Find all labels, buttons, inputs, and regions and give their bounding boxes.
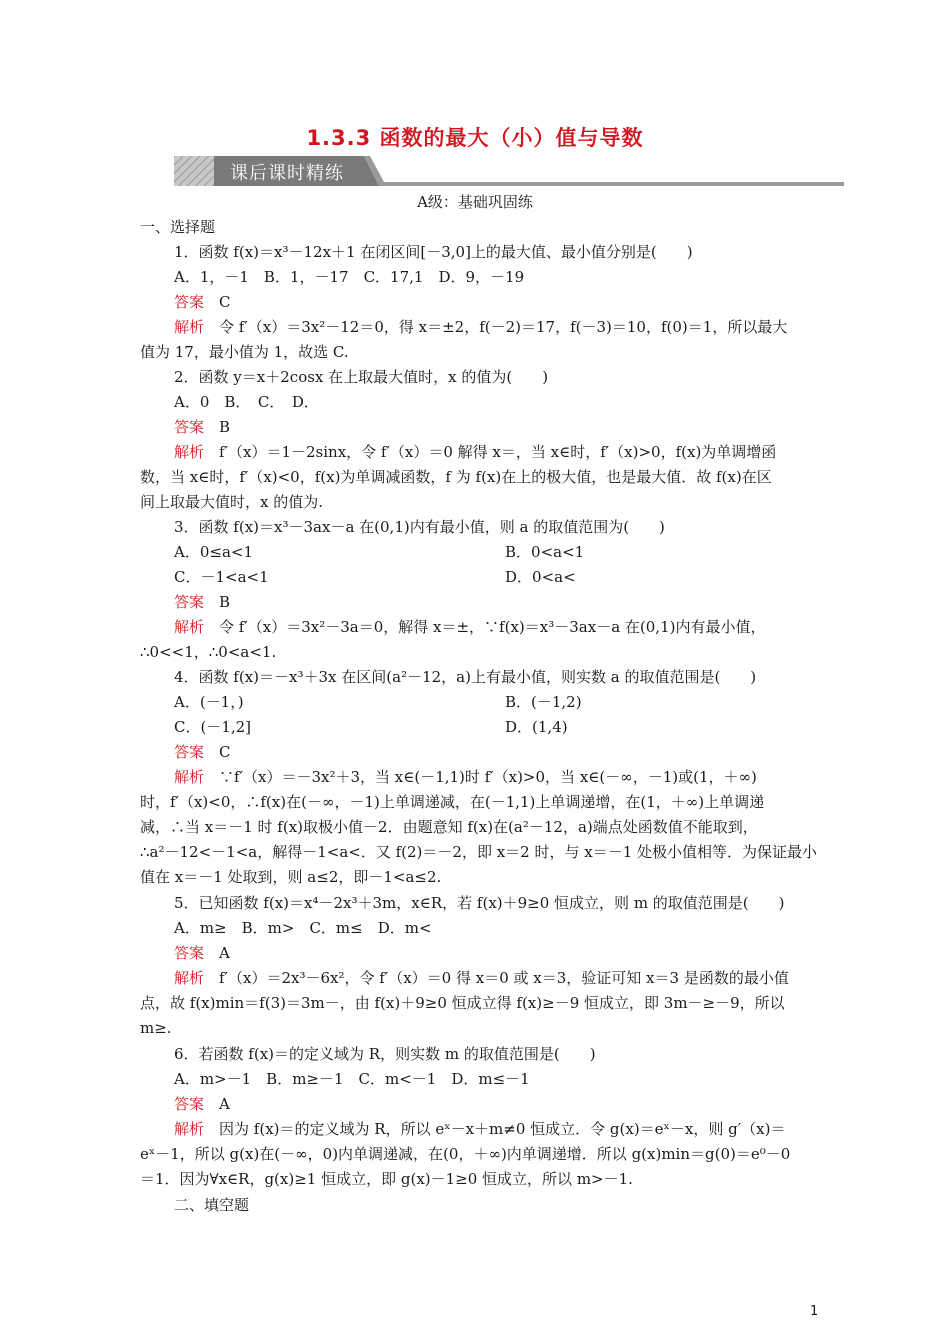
question-3-analysis-line: ∴0<<1，∴0<a<1. xyxy=(140,643,277,661)
question-5-stem: 5．已知函数 f(x)＝x⁴－2x³＋3m，x∈R，若 f(x)＋9≥0 恒成立，则 m 的取值范围是( ) xyxy=(174,894,785,912)
question-6-analysis-line: ＝1．因为∀x∈R，g(x)≥1 恒成立，即 g(x)－1≥0 恒成立，所以 m>－1. xyxy=(140,1170,633,1188)
banner-title: 课后课时精练 xyxy=(230,163,344,184)
answer-value: A xyxy=(219,944,230,962)
question-3-answer xyxy=(174,592,230,612)
answer-label: 答案 xyxy=(174,418,205,436)
analysis-text: ∵f′（x）＝－3x²＋3，当 x∈(－1,1)时 f′（x)>0，当 x∈(－∞，－1)或(1，＋∞) xyxy=(219,768,757,786)
question-1-answer xyxy=(174,292,231,312)
section-heading-fill-blank: 二、填空题 xyxy=(174,1196,250,1214)
question-1-stem: 1．函数 f(x)＝x³－12x＋1 在闭区间[－3,0]上的最大值、最小值分别是( ) xyxy=(174,243,693,261)
question-1-options: A．1，－1 B．1，－17 C．17,1 D．9，－19 xyxy=(174,268,525,286)
question-2-stem: 2．函数 y＝x＋2cosx 在上取最大值时，x 的值为( ) xyxy=(174,368,549,386)
question-3-option-a: A．0≤a<1 xyxy=(174,543,253,561)
answer-label: 答案 xyxy=(174,293,205,311)
question-6-answer xyxy=(174,1094,230,1114)
question-3-stem: 3．函数 f(x)＝x³－3ax－a 在(0,1)内有最小值，则 a 的取值范围为( ) xyxy=(174,518,665,536)
question-5-options: A．m≥ B．m> C．m≤ D．m< xyxy=(174,919,432,937)
answer-label: 答案 xyxy=(174,743,205,761)
section-banner xyxy=(174,156,844,186)
analysis-text: 令 f′（x）＝3x²－12＝0，得 x＝±2，f(－2)＝17，f(－3)＝10，f(0)＝1，所以最大 xyxy=(219,318,788,336)
question-4-analysis-line: 时，f′（x)<0，∴f(x)在(－∞，－1)上单调递减，在(－1,1)上单调递增，在(1，＋∞)上单调递 xyxy=(140,793,765,811)
analysis-label: 解析 xyxy=(174,969,205,987)
question-2-options: A．0 B． C． D． xyxy=(174,393,319,411)
answer-value: C xyxy=(219,743,231,761)
question-4-analysis-line: 值在 x＝－1 处取到，则 a≤2，即－1<a≤2. xyxy=(140,868,442,886)
question-4-option-d: D．(1,4) xyxy=(505,718,568,736)
question-2-answer xyxy=(174,417,230,437)
question-4-analysis-line xyxy=(174,767,757,787)
question-4-option-c: C．(－1,2] xyxy=(174,718,252,736)
question-1-analysis-line xyxy=(174,317,787,337)
question-3-option-d: D．0<a< xyxy=(505,568,576,586)
question-6-analysis-line: eˣ－1，所以 g(x)在(－∞，0)内单调递减，在(0，＋∞)内单调递增．所以 g(x)min＝g(0)＝e⁰－0 xyxy=(140,1145,791,1163)
answer-value: C xyxy=(219,293,231,311)
answer-value: B xyxy=(219,593,231,611)
analysis-text: 因为 f(x)＝的定义域为 R，所以 eˣ－x＋m≠0 恒成立．令 g(x)＝eˣ－x，则 g′（x)＝ xyxy=(219,1120,786,1138)
section-heading-choice: 一、选择题 xyxy=(140,218,216,236)
question-3-option-b: B．0<a<1 xyxy=(505,543,585,561)
question-3-option-c: C．－1<a<1 xyxy=(174,568,269,586)
question-2-analysis-line: 间上取最大值时，x 的值为. xyxy=(140,493,323,511)
question-2-analysis-line xyxy=(174,442,776,462)
answer-value: A xyxy=(219,1095,230,1113)
analysis-label: 解析 xyxy=(174,768,205,786)
question-5-answer xyxy=(174,943,230,963)
analysis-text: 令 f′（x）＝3x²－3a＝0，解得 x＝±，∵f(x)＝x³－3ax－a 在(0,1)内有最小值， xyxy=(219,618,766,636)
question-6-stem: 6．若函数 f(x)＝的定义域为 R，则实数 m 的取值范围是( ) xyxy=(174,1045,596,1063)
question-5-analysis-line: m≥. xyxy=(140,1019,172,1037)
question-4-stem: 4．函数 f(x)＝－x³＋3x 在区间(a²－12，a)上有最小值，则实数 a 的取值范围是( ) xyxy=(174,668,757,686)
answer-label: 答案 xyxy=(174,593,205,611)
question-4-analysis-line: ∴a²－12<－1<a，解得－1<a<．又 f(2)＝－2，即 x＝2 时，与 x＝－1 处极小值相等．为保证最小 xyxy=(140,843,818,861)
question-2-analysis-line: 数，当 x∈时，f′（x)<0，f(x)为单调减函数，f 为 f(x)在上的极大值，也是最大值．故 f(x)在区 xyxy=(140,468,772,486)
question-4-option-a: A．(－1，) xyxy=(174,693,244,711)
question-4-answer xyxy=(174,742,231,762)
answer-label: 答案 xyxy=(174,944,205,962)
page-number: 1 xyxy=(810,1304,819,1319)
question-4-option-b: B．(－1,2) xyxy=(505,693,582,711)
question-1-analysis-line: 值为 17，最小值为 1，故选 C. xyxy=(140,343,349,361)
analysis-label: 解析 xyxy=(174,318,205,336)
answer-label: 答案 xyxy=(174,1095,205,1113)
page-title: 1.3.3 函数的最大（小）值与导数 xyxy=(306,126,644,150)
question-6-options: A．m>－1 B．m≥－1 C．m<－1 D．m≤－1 xyxy=(174,1070,530,1088)
analysis-text: f′（x）＝1－2sinx，令 f′（x）＝0 解得 x＝，当 x∈时，f′（x)>0，f(x)为单调增函 xyxy=(219,443,777,461)
answer-value: B xyxy=(219,418,231,436)
question-5-analysis-line: 点，故 f(x)min＝f(3)＝3m－，由 f(x)＋9≥0 恒成立得 f(x)≥－9 恒成立，即 3m－≥－9，所以 xyxy=(140,994,785,1012)
analysis-label: 解析 xyxy=(174,443,205,461)
question-3-analysis-line xyxy=(174,617,765,637)
question-4-analysis-line: 减，∴当 x＝－1 时 f(x)取极小值－2．由题意知 f(x)在(a²－12，a)端点处函数值不能取到， xyxy=(140,818,758,836)
level-heading: A级：基础巩固练 xyxy=(417,193,533,211)
question-6-analysis-line xyxy=(174,1119,785,1139)
analysis-text: f′（x）＝2x³－6x²，令 f′（x）＝0 得 x＝0 或 x＝3，验证可知 x＝3 是函数的最小值 xyxy=(219,969,789,987)
analysis-label: 解析 xyxy=(174,1120,205,1138)
analysis-label: 解析 xyxy=(174,618,205,636)
question-5-analysis-line xyxy=(174,968,789,988)
